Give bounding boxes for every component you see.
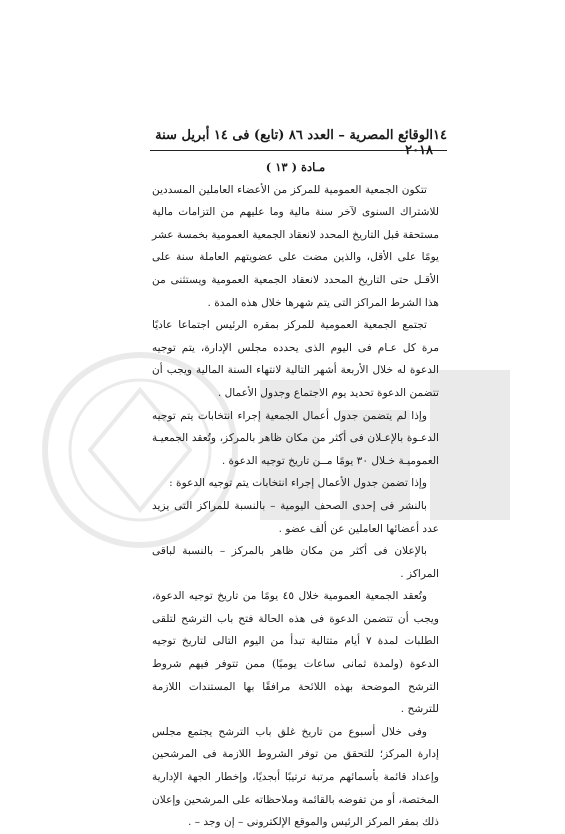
paragraph-elections-intro: وإذا تضمن جدول الأعمال إجراء انتخابات يتم توجيه الدعوة : xyxy=(169,477,427,490)
page-number: ١٤ xyxy=(433,128,447,143)
paragraph-annual-meeting: تجتمع الجمعية العمومية للمركز بمقره الرئيس اجتماعا عاديًا مرة كل عـام فى اليوم الذى يحدده مجلس الإدارة، يتم توجيه الدعوة له خلال الأربعة أشهر التالية لانتهاء السنة المالية ويجب أن تتضمن الدعوة تحديد يوم الاجتماع وجدول الأعمال . xyxy=(152,319,439,399)
publication-title: الوقائع المصرية – العدد ٨٦ (تابع) فى ١٤ أبريل سنة ٢٠١٨ xyxy=(155,128,434,158)
page-header xyxy=(150,128,447,158)
header-divider xyxy=(150,150,447,151)
paragraph-newspaper-notice: بالنشر فى إحدى الصحف اليومية – بالنسبة للمراكز التى يزيد عدد أعضائها العاملين عن ألف عضو . xyxy=(152,499,439,535)
paragraph-candidate-review: وفى خلال أسبوع من تاريخ غلق باب الترشح يجتمع مجلس إدارة المركز؛ للتحقق من توفر الشروط اللازمة فى المرشحين وإعداد قائمة بأسمائهم مرتبة ترتيبًا أبجديًا، وإخطار الجهة الإدارية المختصة، أو من تفوضه بالقائمة وملاحظاته على المرشحين وإعلان ذلك بمقر المركز الرئيس والموقع الإلكترونى – إن وجد – . xyxy=(151,725,439,829)
paragraph-posted-notice: بالإعلان فى أكثر من مكان ظاهر بالمركز – بالنسبة لباقى المراكز . xyxy=(152,545,439,580)
article-body xyxy=(152,156,439,834)
paragraph-nomination-window: وتُعقد الجمعية العمومية خلال ٤٥ يومًا من تاريخ توجيه الدعوة، ويجب أن تتضمن الدعوة فى هذه الحالة فتح باب الترشح لتلقى الطلبات لمدة ٧ أيام متتالية تبدأ من اليوم التالى لتاريخ توجيه الدعوة (ولمدة ثمانى ساعات يوميًا) ممن تتوفر فيهم شروط الترشح الموضحة بهذه اللائحة مرافقًا بها المستندات اللازمة للترشح . xyxy=(152,590,439,716)
paragraph-membership: تتكون الجمعية العمومية للمركز من الأعضاء العاملين المسددين للاشتراك السنوى لآخر سنة مالية وما عليهم من التزامات مالية مستحقة قبل التاريخ المحدد لانعقاد الجمعية العمومية بخمسة عشر يومًا على الأقل، والذين مضت على عضويتهم العاملة سنة على الأقـل حتى التاريخ المحدد لانعقاد الجمعية العمومية ويستثنى من هذا الشرط المراكز التى يتم شهرها خلال هذه المدة . xyxy=(152,183,439,309)
paragraph-no-elections: وإذا لم يتضمن جدول أعمال الجمعية إجراء انتخابات يتم توجيه الدعـوة بالإعـلان فى أكثر من مكان ظاهر بالمركز، وتُعقد الجمعيـة العموميـة خـلال ٣٠ يومًا مــن تاريخ توجيه الدعوة . xyxy=(152,409,439,467)
article-title: مـادة ( ١٣ ) xyxy=(265,160,326,174)
